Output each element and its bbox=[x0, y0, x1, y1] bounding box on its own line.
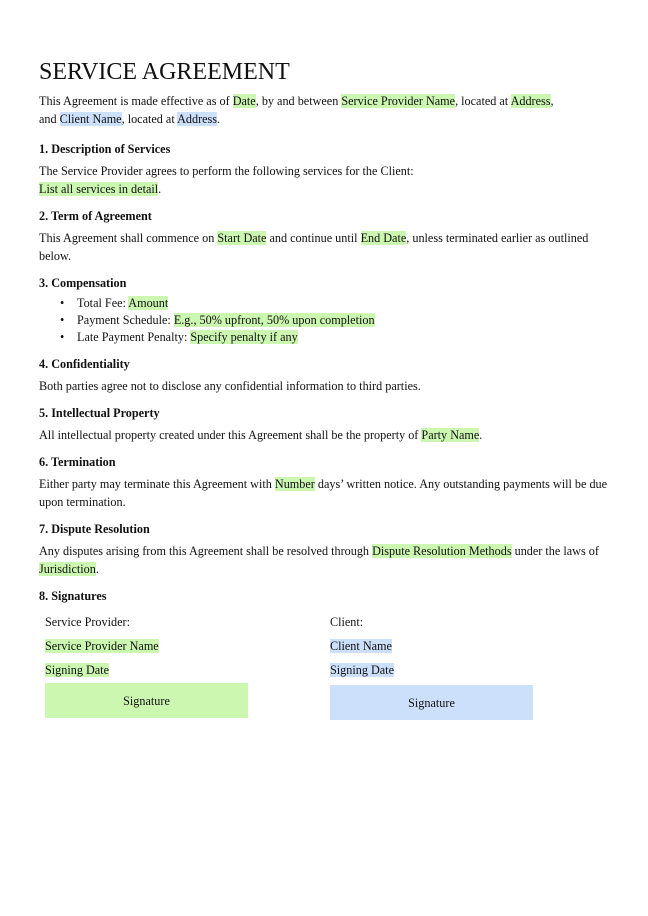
signature-label: Signature bbox=[408, 695, 455, 710]
signature-label: Signature bbox=[123, 693, 170, 708]
section-heading: 7. Dispute Resolution bbox=[39, 522, 150, 536]
intro-text: and bbox=[39, 112, 60, 126]
section-text bbox=[39, 475, 609, 511]
dispute-text: under the laws of bbox=[511, 544, 599, 558]
list-item bbox=[77, 329, 609, 346]
notice-days-field[interactable]: Number bbox=[274, 477, 315, 491]
client-signature-column bbox=[324, 613, 609, 720]
section-signatures bbox=[39, 587, 609, 720]
services-text: The Service Provider agrees to perform the following services for the Client: bbox=[39, 164, 414, 178]
total-fee-field[interactable]: Amount bbox=[128, 296, 169, 310]
provider-address-field[interactable]: Address bbox=[510, 94, 551, 108]
provider-name-signature-field[interactable]: Service Provider Name bbox=[45, 639, 159, 653]
termination-text: days’ written notice. Any outstanding payments will be due upon termination. bbox=[39, 477, 608, 509]
document-title: SERVICE AGREEMENT bbox=[39, 59, 290, 85]
provider-name-field[interactable]: Service Provider Name bbox=[341, 94, 456, 108]
section-heading: 4. Confidentiality bbox=[39, 357, 130, 371]
document-page bbox=[39, 58, 609, 720]
list-item bbox=[77, 295, 609, 312]
ip-text: All intellectual property created under this Agreement shall be the property of bbox=[39, 428, 422, 442]
client-signature-field[interactable] bbox=[330, 685, 533, 720]
start-date-field[interactable]: Start Date bbox=[217, 231, 267, 245]
section-ip bbox=[39, 404, 609, 444]
late-penalty-field[interactable]: Specify penalty if any bbox=[190, 330, 298, 344]
section-termination bbox=[39, 453, 609, 511]
punctuation: . bbox=[479, 428, 483, 442]
item-label: Late Payment Penalty: bbox=[77, 330, 191, 344]
section-heading: 6. Termination bbox=[39, 455, 116, 469]
intro-text: This Agreement is made effective as of bbox=[39, 94, 233, 108]
intro-text: . bbox=[217, 112, 221, 126]
dispute-methods-field[interactable]: Dispute Resolution Methods bbox=[372, 544, 512, 558]
item-label: Total Fee: bbox=[77, 296, 129, 310]
section-text bbox=[39, 162, 609, 198]
section-services bbox=[39, 140, 609, 198]
section-text bbox=[39, 426, 609, 444]
provider-signing-date-field[interactable]: Signing Date bbox=[45, 663, 109, 677]
provider-signature-field[interactable] bbox=[45, 683, 248, 718]
intro-text: , bbox=[550, 94, 554, 108]
section-confidentiality bbox=[39, 355, 609, 395]
section-text bbox=[39, 542, 609, 578]
effective-date-field[interactable]: Date bbox=[232, 94, 256, 108]
services-field[interactable]: List all services in detail bbox=[39, 182, 159, 196]
section-term bbox=[39, 207, 609, 265]
term-text: This Agreement shall commence on bbox=[39, 231, 218, 245]
section-text: Both parties agree not to disclose any confidential information to third parties. bbox=[39, 379, 421, 393]
section-compensation bbox=[39, 274, 609, 346]
client-signing-date-field[interactable]: Signing Date bbox=[330, 663, 394, 677]
section-dispute bbox=[39, 520, 609, 578]
signature-block bbox=[39, 613, 609, 720]
client-name-signature-field[interactable]: Client Name bbox=[330, 639, 392, 653]
intro-paragraph bbox=[39, 92, 609, 128]
client-name-field[interactable]: Client Name bbox=[59, 112, 122, 126]
compensation-list bbox=[39, 295, 609, 346]
section-heading: 8. Signatures bbox=[39, 589, 107, 603]
intro-text: , located at bbox=[455, 94, 511, 108]
item-label: Payment Schedule: bbox=[77, 313, 174, 327]
punctuation: . bbox=[158, 182, 162, 196]
list-item bbox=[77, 312, 609, 329]
punctuation: . bbox=[95, 562, 99, 576]
section-heading: 5. Intellectual Property bbox=[39, 406, 160, 420]
intro-text: , by and between bbox=[255, 94, 342, 108]
payment-schedule-field[interactable]: E.g., 50% upfront, 50% upon completion bbox=[173, 313, 375, 327]
jurisdiction-field[interactable]: Jurisdiction bbox=[39, 562, 96, 576]
section-heading: 3. Compensation bbox=[39, 276, 127, 290]
dispute-text: Any disputes arising from this Agreement shall be resolved through bbox=[39, 544, 373, 558]
term-text: , unless terminated earlier as outlined below. bbox=[39, 231, 589, 263]
client-address-field[interactable]: Address bbox=[177, 112, 218, 126]
provider-signature-column bbox=[39, 613, 324, 720]
provider-label: Service Provider: bbox=[45, 615, 130, 629]
intro-text: , located at bbox=[121, 112, 178, 126]
end-date-field[interactable]: End Date bbox=[360, 231, 407, 245]
term-text: and continue until bbox=[266, 231, 361, 245]
section-heading: 2. Term of Agreement bbox=[39, 209, 152, 223]
section-heading: 1. Description of Services bbox=[39, 142, 171, 156]
client-label: Client: bbox=[330, 615, 364, 629]
party-name-field[interactable]: Party Name bbox=[421, 428, 480, 442]
section-text bbox=[39, 229, 609, 265]
termination-text: Either party may terminate this Agreement with bbox=[39, 477, 275, 491]
